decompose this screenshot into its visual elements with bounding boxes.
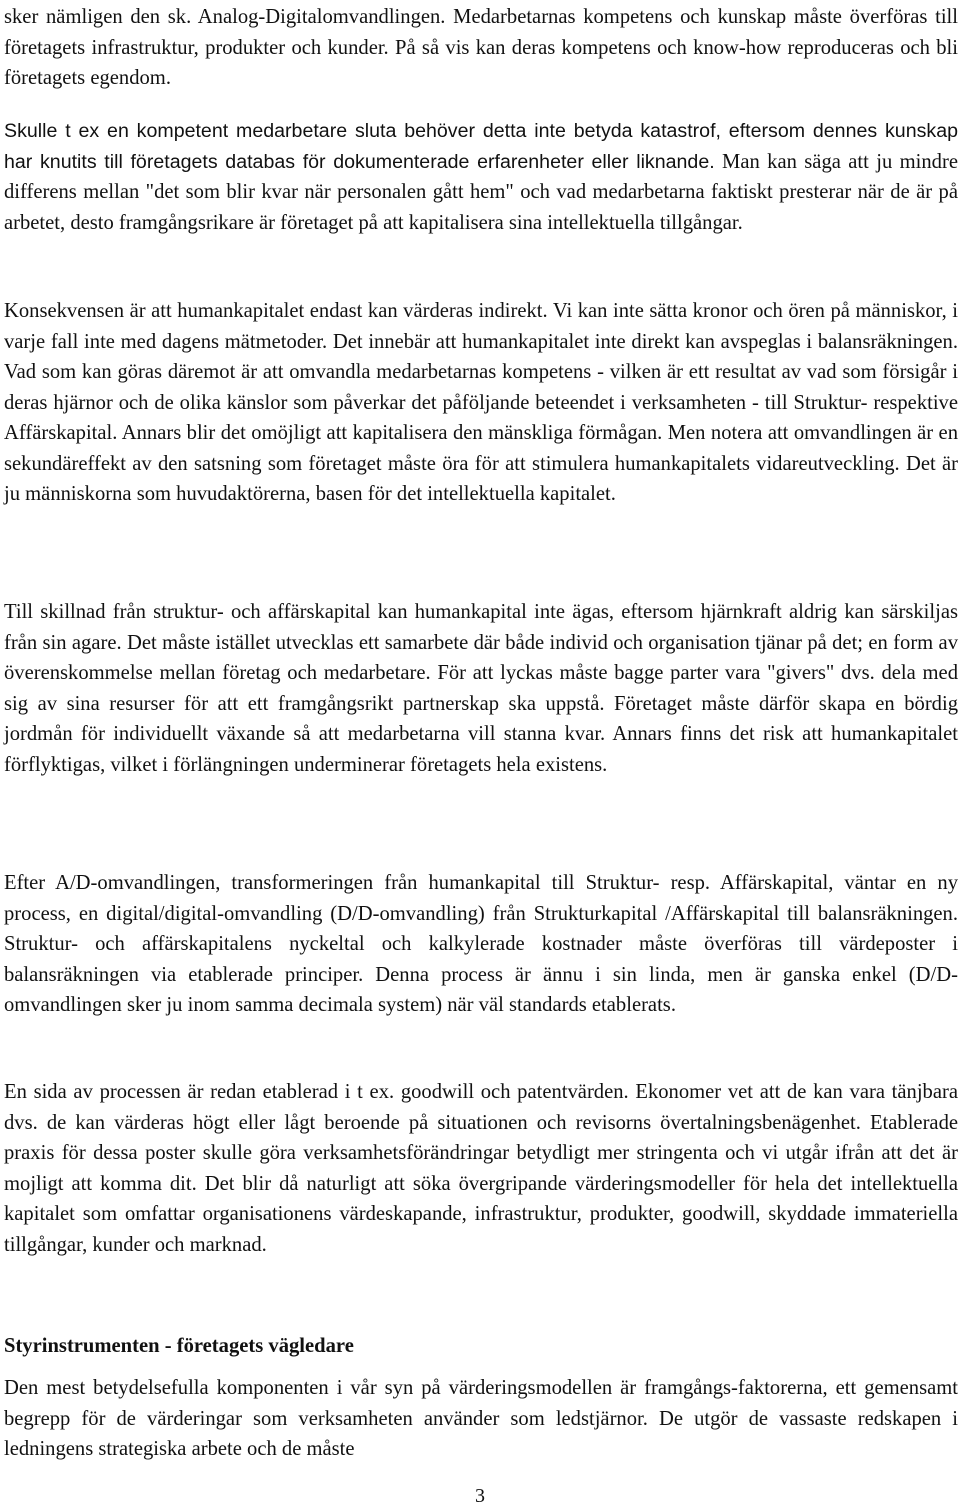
paragraph-competent-employee-sans-text: Skulle t ex en kompetent medarbetare sluta behöver detta inte betyda katastrof, eftersom dennes kunskap har knutits till företagets databas för dokumenterade erfarenheter eller liknande.: [4, 120, 958, 173]
paragraph-goodwill: En sida av processen är redan etablerad i t ex. goodwill och patentvärden. Ekonomer vet att de kan vara tänjbara dvs. de kan värderas högt eller lågt beroende på situationen och revisorns övertalningsbenägenhet. Etablerade praxis för dessa poster skulle göra verksamhetsförändringar betydligt mer stringenta och vi utgår ifrån att det är mojligt att komma dit. Det blir då naturligt att söka övergripande värderingsmodeller för hela det intellektuella kapitalet som omfattar organisationens värdeskapande, infrastruktur, produkter, goodwill, skyddade immateriella tillgångar, kunder och marknad.: [4, 1081, 958, 1256]
section-heading: Styrinstrumenten - företagets vägledare: [4, 1335, 354, 1357]
paragraph-consequence: Konsekvensen är att humankapitalet endast kan värderas indirekt. Vi kan inte sätta kronor och ören på människor, i varje fall inte med dagens mätmetoder. Det innebär att humankapitalet inte direkt kan avspeglas i balansräkningen. Vad som kan göras däremot är att omvandla medarbetarnas kompetens - vilken är ett resultat av vad som försigår i deras hjärnor och de olika känslor som påverkar det påföljande beteendet i verksamheten - till Struktur- respektive Affärskapital. Annars blir det omöjligt att kapitalisera den mänskliga förmågan. Men notera att omvandlingen är en sekundäreffekt av den satsning som företaget måste öra för att stimulera humankapitalets vidareutveckling. Det är ju människorna som huvudaktörerna, basen för det intellektuella kapitalet.: [4, 300, 958, 505]
page-number: 3: [475, 1485, 485, 1507]
paragraph-competent-employee: [4, 116, 958, 238]
paragraph-competent-employee-serif-text: Man kan säga att ju mindre differens mellan "det som blir kvar när personalen gått hem" och vad medarbetarna faktiskt presterar när de är på arbetet, desto framgångsrikare är företaget på att kapitalisera sina intellektuella tillgångar.: [4, 150, 958, 234]
paragraph-ownership: Till skillnad från struktur- och affärskapital kan humankapital inte ägas, eftersom hjärnkraft aldrig kan särskiljas från sin agare. Det måste istället utvecklas ett samarbete där både individ och organisation tjänar på det; en form av överenskommelse mellan företag och medarbetare. För att lyckas måste bagge parter vara "givers" dvs. dela med sig av sina resurser för att ett framgångsrikt partnerskap ska uppstå. Företaget måste därför skapa en bördig jordmån för individuellt växande så att medarbetarna vill stanna kvar. Annars finns det risk att humankapitalet förflyktigas, vilket i förlängningen underminerar företagets hela existens.: [4, 601, 958, 776]
paragraph-intro: sker nämligen den sk. Analog-Digitalomvandlingen. Medarbetarnas kompetens och kunskap måste överföras till företagets infrastruktur, produkter och kunder. På så vis kan deras kompetens och know-how reproduceras och bli företagets egendom.: [4, 6, 958, 89]
paragraph-success-factors: Den mest betydelsefulla komponenten i vår syn på värderingsmodellen är framgångs-faktorerna, ett gemensamt begrepp för de värderingar som verksamheten använder som ledstjärnor. De utgör de vassaste redskapen i ledningens strategiska arbete och de måste: [4, 1377, 958, 1460]
paragraph-dd-conversion: Efter A/D-omvandlingen, transformeringen från humankapital till Struktur- resp. Affärskapital, väntar en ny process, en digital/digital-omvandling (D/D-omvandling) från Strukturkapital /Affärskapital till balansräkningen. Struktur- och affärskapitalens nyckeltal och kalkylerade kostnader måste överföras till värdeposter i balansräkningen via etablerade principer. Denna process är ännu i sin linda, men är ganska enkel (D/D-omvandlingen sker ju inom samma decimala system) när väl standards etablerats.: [4, 872, 958, 1016]
